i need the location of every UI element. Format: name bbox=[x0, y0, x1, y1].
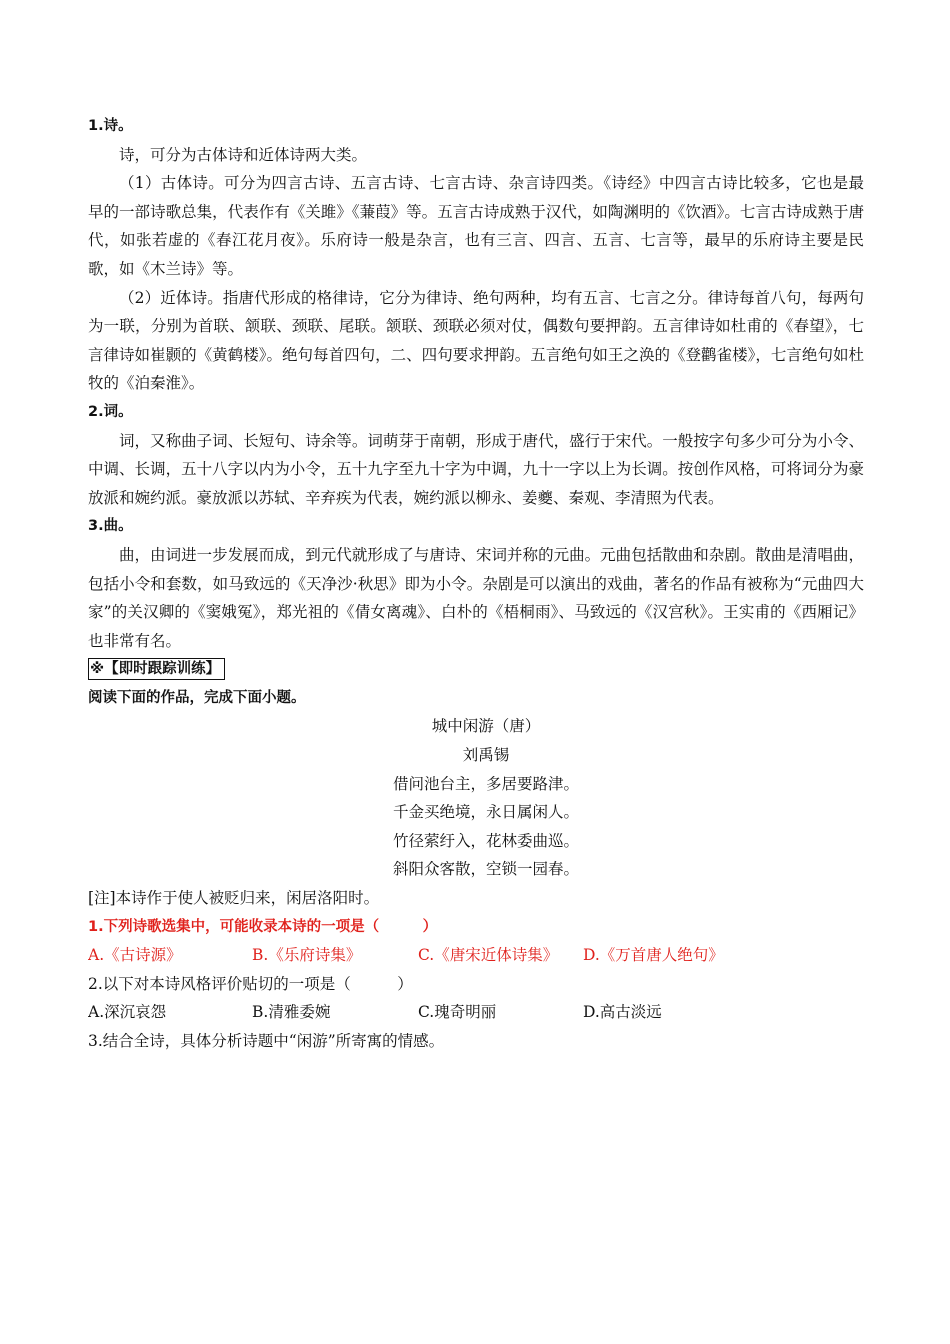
practice-instruction: 阅读下面的作品，完成下面小题。 bbox=[88, 689, 306, 706]
practice-banner: ※【即时跟踪训练】 bbox=[88, 658, 225, 680]
poem-author: 刘禹锡 bbox=[462, 746, 510, 765]
poem-line: 斜阳众客散，空锁一园春。 bbox=[392, 860, 579, 879]
question-2-stem: 2.以下对本诗风格评价贴切的一项是（ ） bbox=[88, 974, 413, 993]
question-1-stem: 1.下列诗歌选集中，可能收录本诗的一项是（ ） bbox=[88, 918, 438, 935]
heading-ci: 2.词。 bbox=[88, 403, 133, 420]
question-3-stem: 3.结合全诗，具体分析诗题中“闲游”所寄寓的情感。 bbox=[88, 1032, 445, 1050]
question-1-options bbox=[88, 941, 864, 970]
question-2-option-d: D.高古淡远 bbox=[583, 1003, 662, 1022]
poem-title: 城中闲游（唐） bbox=[431, 717, 541, 736]
ci-paragraph: 词，又称曲子词、长短句、诗余等。词萌芽于南朝，形成于唐代，盛行于宋代。一般按字句多少可分为小令、中调、长调，五十八字以内为小令，五十九字至九十字为中调，九十一字以上为长调。按创作风格，可将词分为豪放派和婉约派。豪放派以苏轼、辛弃疾为代表，婉约派以柳永、姜夔、秦观、李清照为代表。 bbox=[88, 431, 864, 507]
question-1-option-b: B.《乐府诗集》 bbox=[252, 946, 362, 965]
poem-line: 借问池台主，多居要路津。 bbox=[392, 774, 579, 793]
poetry-intro: 诗，可分为古体诗和近体诗两大类。 bbox=[119, 145, 368, 164]
question-2-option-a: A.深沉哀怨 bbox=[88, 1003, 167, 1022]
poetry-modern-paragraph: （2）近体诗。指唐代形成的格律诗，它分为律诗、绝句两种，均有五言、七言之分。律诗每首八句，每两句为一联，分别为首联、颔联、颈联、尾联。颔联、颈联必须对仗，偶数句要押韵。五言律诗如杜甫的《春望》，七言律诗如崔颢的《黄鹤楼》。绝句每首四句，二、四句要求押韵。五言绝句如王之涣的《登鹳雀楼》，七言绝句如杜牧的《泊秦淮》。 bbox=[88, 288, 864, 393]
poem-line: 竹径萦纡入，花林委曲巡。 bbox=[392, 831, 579, 850]
question-1-option-c: C.《唐宋近体诗集》 bbox=[418, 946, 559, 965]
poem-note: [注]本诗作于使人被贬归来，闲居洛阳时。 bbox=[88, 889, 380, 908]
document-page bbox=[88, 112, 864, 1056]
heading-qu: 3.曲。 bbox=[88, 518, 133, 535]
question-2-option-b: B.清雅委婉 bbox=[252, 1003, 331, 1022]
question-2-option-c: C.瑰奇明丽 bbox=[418, 1003, 497, 1022]
question-1-option-d: D.《万首唐人绝句》 bbox=[583, 946, 724, 965]
poetry-ancient-paragraph: （1）古体诗。可分为四言古诗、五言古诗、七言古诗、杂言诗四类。《诗经》中四言古诗比较多，它也是最早的一部诗歌总集，代表作有《关雎》《蒹葭》等。五言古诗成熟于汉代，如陶渊明的《饮酒》。七言古诗成熟于唐代，如张若虚的《春江花月夜》。乐府诗一般是杂言，也有三言、四言、五言、七言等，最早的乐府诗主要是民歌，如《木兰诗》等。 bbox=[88, 174, 864, 278]
question-1-option-a: A.《古诗源》 bbox=[88, 946, 182, 965]
qu-paragraph: 曲，由词进一步发展而成，到元代就形成了与唐诗、宋词并称的元曲。元曲包括散曲和杂剧。散曲是清唱曲，包括小令和套数，如马致远的《天净沙·秋思》即为小令。杂剧是可以演出的戏曲，著名的作品有被称为“元曲四大家”的关汉卿的《窦娥冤》，郑光祖的《倩女离魂》、白朴的《梧桐雨》、马致远的《汉宫秋》。王实甫的《西厢记》也非常有名。 bbox=[88, 545, 864, 650]
question-2-options bbox=[88, 998, 864, 1027]
poem-line: 千金买绝境，永日属闲人。 bbox=[392, 803, 579, 822]
practice-banner-row bbox=[88, 655, 864, 684]
heading-poetry: 1.诗。 bbox=[88, 118, 133, 134]
